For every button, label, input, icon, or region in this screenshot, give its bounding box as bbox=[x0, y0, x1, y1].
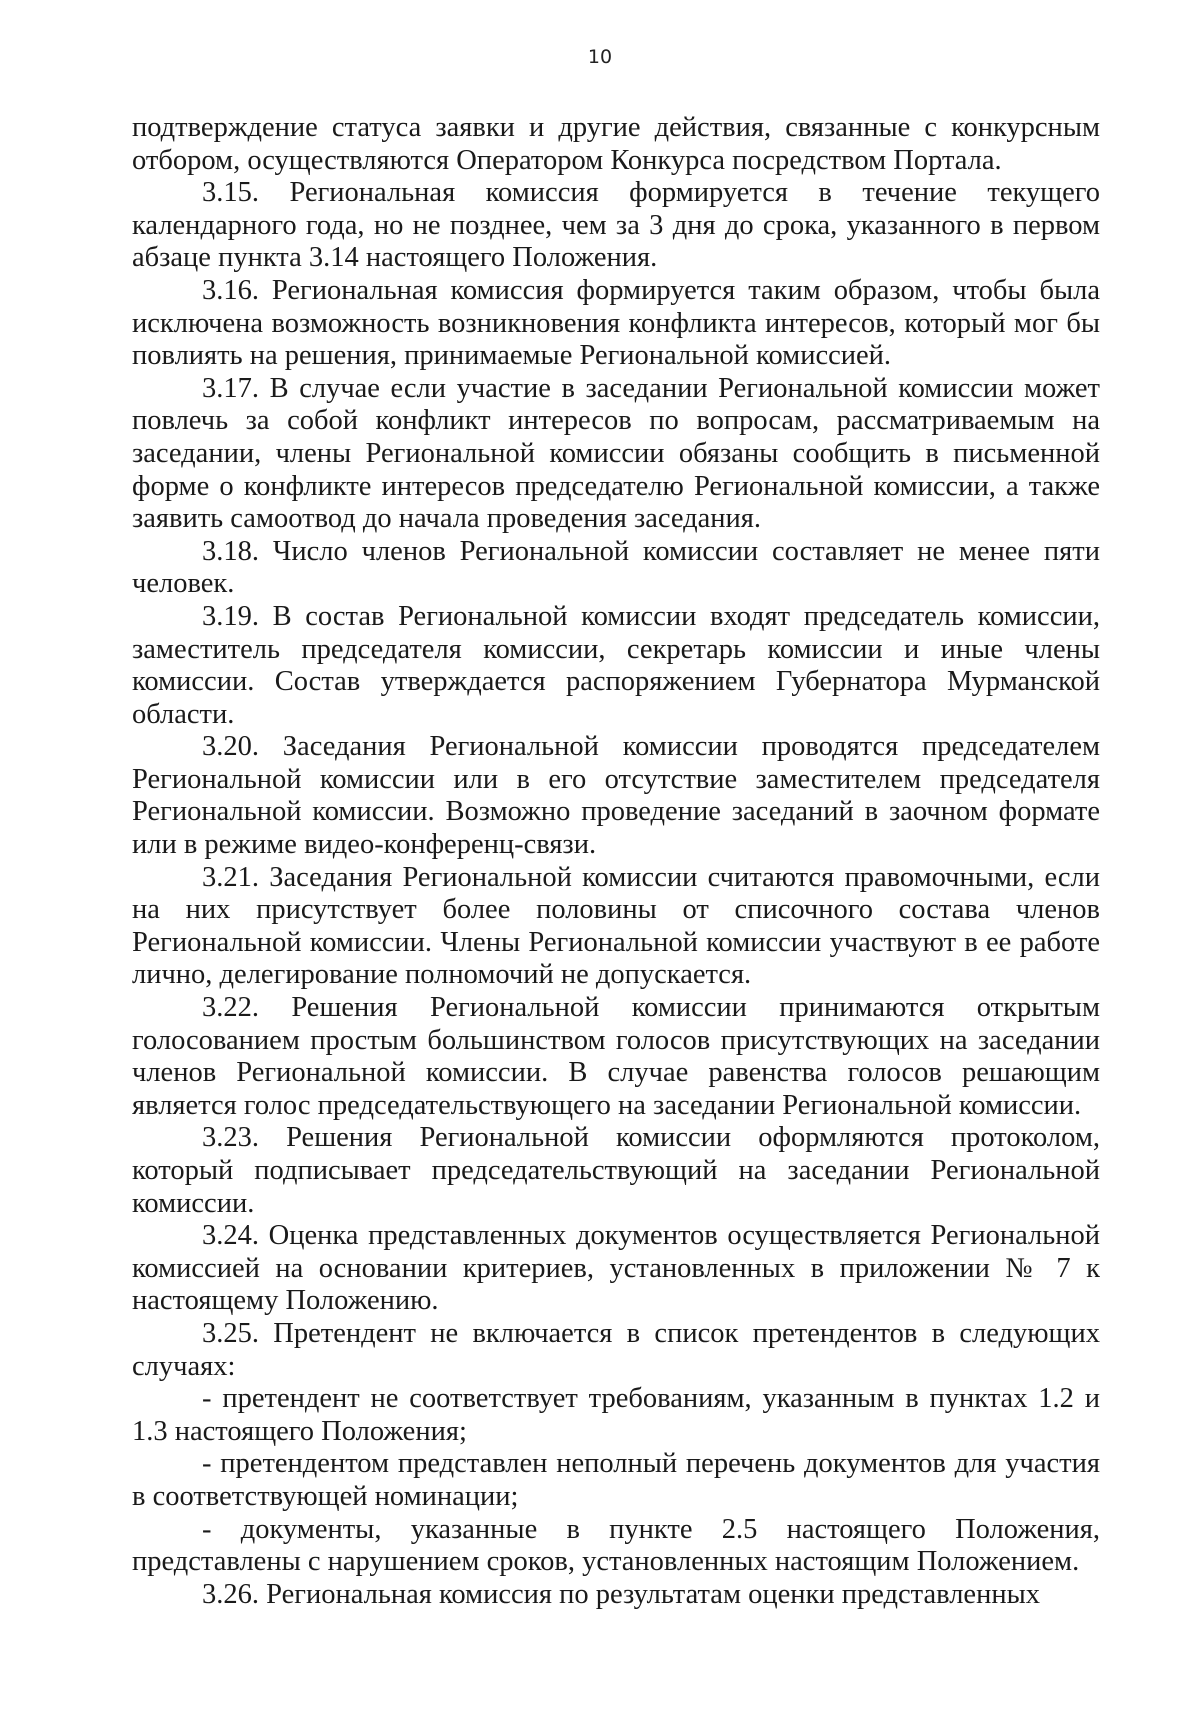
document-body bbox=[132, 112, 1100, 1611]
paragraph-continuation: подтверждение статуса заявки и другие действия, связанные с конкурсным отбором, осуществляются Оператором Конкурса посредством Портала. bbox=[132, 112, 1100, 176]
list-item: - документы, указанные в пункте 2.5 настоящего Положения, представлены с нарушением сроков, установленных настоящим Положением. bbox=[132, 1513, 1100, 1578]
paragraph-3-22: 3.22. Решения Региональной комиссии принимаются открытым голосованием простым большинством голосов присутствующих на заседании членов Региональной комиссии. В случае равенства голосов решающим является голос председательствующего на заседании Региональной комиссии. bbox=[132, 992, 1100, 1121]
paragraph-3-18: 3.18. Число членов Региональной комиссии составляет не менее пяти человек. bbox=[132, 535, 1100, 600]
paragraph-3-15: 3.15. Региональная комиссия формируется в течение текущего календарного года, но не позднее, чем за 3 дня до срока, указанного в первом абзаце пункта 3.14 настоящего Положения. bbox=[132, 177, 1100, 274]
paragraph-3-17: 3.17. В случае если участие в заседании Региональной комиссии может повлечь за собой конфликт интересов по вопросам, рассматриваемым на заседании, члены Региональной комиссии обязаны сообщить в письменной форме о конфликте интересов председателю Региональной комиссии, а также заявить самоотвод до начала проведения заседания. bbox=[132, 372, 1100, 535]
paragraph-3-16: 3.16. Региональная комиссия формируется таким образом, чтобы была исключена возможность возникновения конфликта интересов, который мог бы повлиять на решения, принимаемые Региональной комиссией. bbox=[132, 274, 1100, 372]
paragraph-3-25: 3.25. Претендент не включается в список претендентов в следующих случаях: bbox=[132, 1317, 1100, 1382]
paragraph-3-23: 3.23. Решения Региональной комиссии оформляются протоколом, который подписывает председательствующий на заседании Региональной комиссии. bbox=[132, 1122, 1100, 1219]
paragraph-3-20: 3.20. Заседания Региональной комиссии проводятся председателем Региональной комиссии или в его отсутствие заместителем председателя Региональной комиссии. Возможно проведение заседаний в заочном формате или в режиме видео-конференц-связи. bbox=[132, 731, 1100, 861]
paragraph-3-19: 3.19. В состав Региональной комиссии входят председатель комиссии, заместитель председателя комиссии, секретарь комиссии и иные члены комиссии. Состав утверждается распоряжением Губернатора Мурманской области. bbox=[132, 600, 1100, 730]
list-item: - претендентом представлен неполный перечень документов для участия в соответствующей номинации; bbox=[132, 1448, 1100, 1512]
list-item: - претендент не соответствует требованиям, указанным в пунктах 1.2 и 1.3 настоящего Положения; bbox=[132, 1383, 1100, 1447]
page-number: 10 bbox=[587, 46, 613, 68]
paragraph-3-21: 3.21. Заседания Региональной комиссии считаются правомочными, если на них присутствует более половины от списочного состава членов Региональной комиссии. Члены Региональной комиссии участвуют в ее работе лично, делегирование полномочий не допускается. bbox=[132, 861, 1100, 991]
paragraph-3-26: 3.26. Региональная комиссия по результатам оценки представленных bbox=[202, 1578, 1040, 1610]
paragraph-3-24: 3.24. Оценка представленных документов осуществляется Региональной комиссией на основании критериев, установленных в приложении № 7 к настоящему Положению. bbox=[132, 1220, 1100, 1317]
